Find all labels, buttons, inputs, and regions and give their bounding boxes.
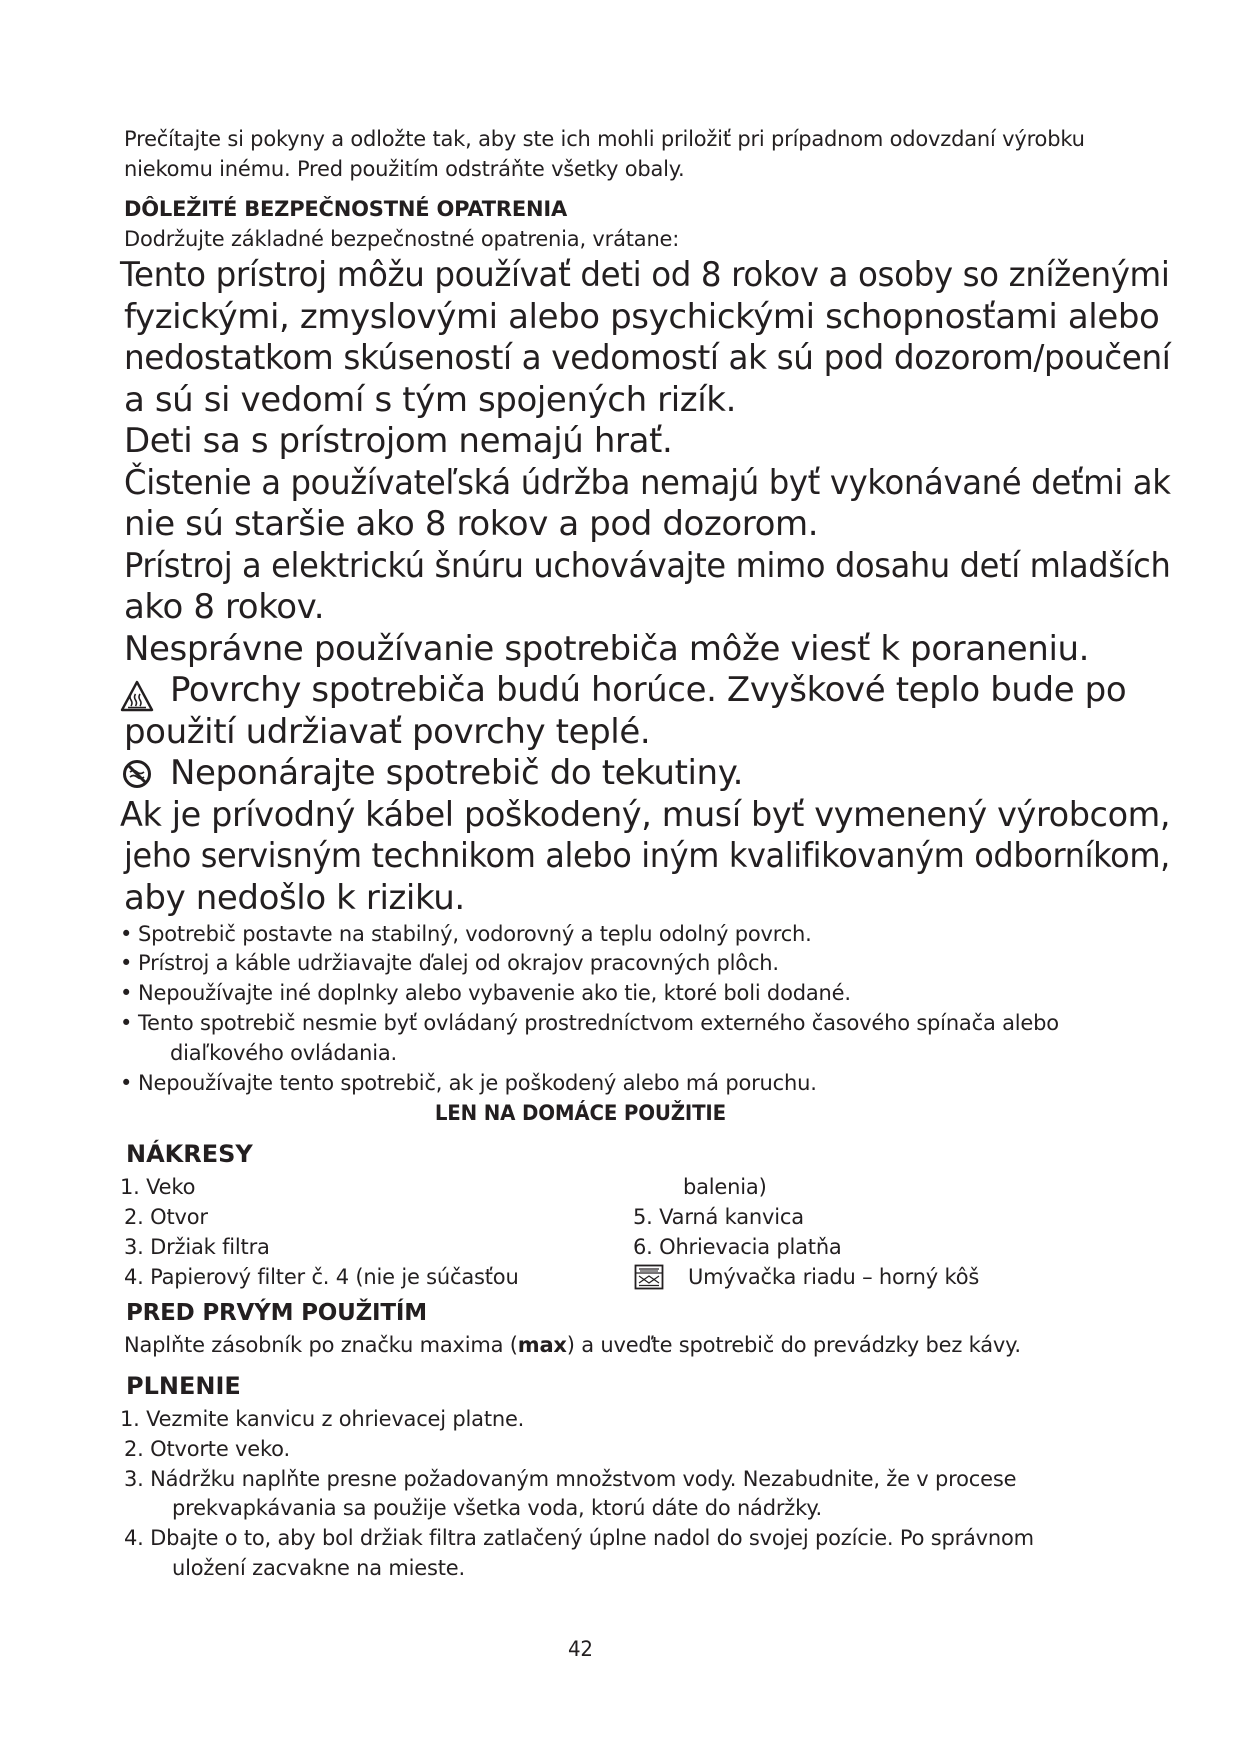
safety-line-15: jeho servisným technikom alebo iným kvalifikovaným odborníkom,	[124, 836, 1170, 876]
first-use-title: PRED PRVÝM POUŽITÍM	[126, 1300, 427, 1326]
drawing-item-3: 3. Držiak filtra	[124, 1235, 270, 1259]
safety-line-1: Tento prístroj môžu používať deti od 8 rokov a osoby so zníženými	[120, 255, 1170, 295]
filling-title: PLNENIE	[126, 1372, 241, 1400]
bullet-item-4-cont: diaľkového ovládania.	[170, 1041, 398, 1065]
bullet-item-3: Nepoužívajte iné doplnky alebo vybavenie ako tie, ktoré boli dodané.	[138, 981, 851, 1005]
safety-line-11: Povrchy spotrebiča budú horúce. Zvyškové teplo bude po	[170, 670, 1127, 710]
intro-line-2: niekomu inému. Pred použitím odstráňte všetky obaly.	[124, 157, 685, 181]
do-not-immerse-icon	[122, 759, 152, 789]
drawings-title: NÁKRESY	[126, 1140, 253, 1168]
drawing-item-6: 6. Ohrievacia platňa	[633, 1235, 842, 1259]
safety-subtitle: Dodržujte základné bezpečnostné opatrenia, vrátane:	[124, 227, 680, 251]
bullet-item-1: Spotrebič postavte na stabilný, vodorovný a teplu odolný povrch.	[138, 922, 812, 946]
drawing-item-4-cont: balenia)	[683, 1175, 767, 1199]
intro-line-1: Prečítajte si pokyny a odložte tak, aby ste ich mohli priložiť pri prípadnom odovzdaní výrobku	[124, 127, 1085, 151]
drawing-item-5: 5. Varná kanvica	[633, 1205, 804, 1229]
safety-line-14: Ak je prívodný kábel poškodený, musí byť vymenený výrobcom,	[120, 795, 1171, 835]
first-use-text-part-1: Naplňte zásobník po značku maxima (	[124, 1333, 518, 1357]
safety-line-8: Prístroj a elektrickú šnúru uchovávajte mimo dosahu detí mladších	[124, 546, 1171, 586]
page-number-text: 42	[567, 1637, 593, 1661]
safety-line-13: Neponárajte spotrebič do tekutiny.	[170, 753, 743, 793]
bullet-item-2: Prístroj a káble udržiavajte ďalej od okrajov pracovných plôch.	[138, 951, 779, 975]
drawing-item-4: 4. Papierový filter č. 4 (nie je súčasťou	[124, 1265, 519, 1289]
safety-line-7: nie sú staršie ako 8 rokov a pod dozorom.	[124, 504, 819, 544]
drawing-item-2: 2. Otvor	[124, 1205, 208, 1229]
household-use-text: LEN NA DOMÁCE POUŽITIE	[434, 1101, 726, 1125]
safety-line-6: Čistenie a používateľská údržba nemajú byť vykonávané deťmi ak	[124, 463, 1171, 503]
safety-line-9: ako 8 rokov.	[124, 587, 325, 627]
filling-step-4-cont: uložení zacvakne na mieste.	[172, 1556, 465, 1580]
filling-step-2: 2. Otvorte veko.	[124, 1437, 290, 1461]
filling-step-1: 1. Vezmite kanvicu z ohrievacej platne.	[120, 1407, 525, 1431]
bullet-symbol: •	[120, 1011, 133, 1035]
safety-line-12: použití udržiavať povrchy teplé.	[124, 712, 651, 752]
safety-line-10: Nesprávne používanie spotrebiča môže viesť k poraneniu.	[124, 629, 1090, 669]
hot-surface-warning-icon	[120, 680, 154, 712]
drawing-item-dishwasher: Umývačka riadu – horný kôš	[688, 1265, 980, 1289]
filling-step-3-cont: prekvapkávania sa použije všetka voda, ktorú dáte do nádržky.	[172, 1496, 823, 1520]
first-use-max-label: max	[517, 1333, 567, 1357]
bullet-symbol: •	[120, 1071, 133, 1095]
first-use-text-part-2: ) a uveďte spotrebič do prevádzky bez kávy.	[566, 1333, 1021, 1357]
filling-step-4: 4. Dbajte o to, aby bol držiak filtra zatlačený úplne nadol do svojej pozície. Po správnom	[124, 1526, 1034, 1550]
safety-line-3: nedostatkom skúseností a vedomostí ak sú pod dozorom/poučení	[124, 338, 1171, 378]
bullet-item-5: Nepoužívajte tento spotrebič, ak je poškodený alebo má poruchu.	[138, 1071, 817, 1095]
drawing-item-1: 1. Veko	[120, 1175, 196, 1199]
safety-title: DÔLEŽITÉ BEZPEČNOSTNÉ OPATRENIA	[124, 197, 568, 221]
safety-line-5: Deti sa s prístrojom nemajú hrať.	[124, 421, 673, 461]
bullet-symbol: •	[120, 922, 133, 946]
safety-line-2: fyzickými, zmyslovými alebo psychickými schopnosťami alebo	[124, 297, 1160, 337]
filling-step-3: 3. Nádržku naplňte presne požadovaným množstvom vody. Nezabudnite, že v procese	[124, 1467, 1017, 1491]
household-use-notice	[0, 1098, 1170, 1128]
bullet-symbol: •	[120, 981, 133, 1005]
bullet-item-4: Tento spotrebič nesmie byť ovládaný prostredníctvom externého časového spínača alebo	[138, 1011, 1059, 1035]
safety-line-4: a sú si vedomí s tým spojených rizík.	[124, 380, 736, 420]
first-use-text	[124, 1330, 1021, 1360]
bullet-symbol: •	[120, 951, 133, 975]
dishwasher-top-rack-icon	[634, 1264, 664, 1290]
safety-line-16: aby nedošlo k riziku.	[124, 878, 465, 918]
page-number	[0, 1634, 1170, 1664]
